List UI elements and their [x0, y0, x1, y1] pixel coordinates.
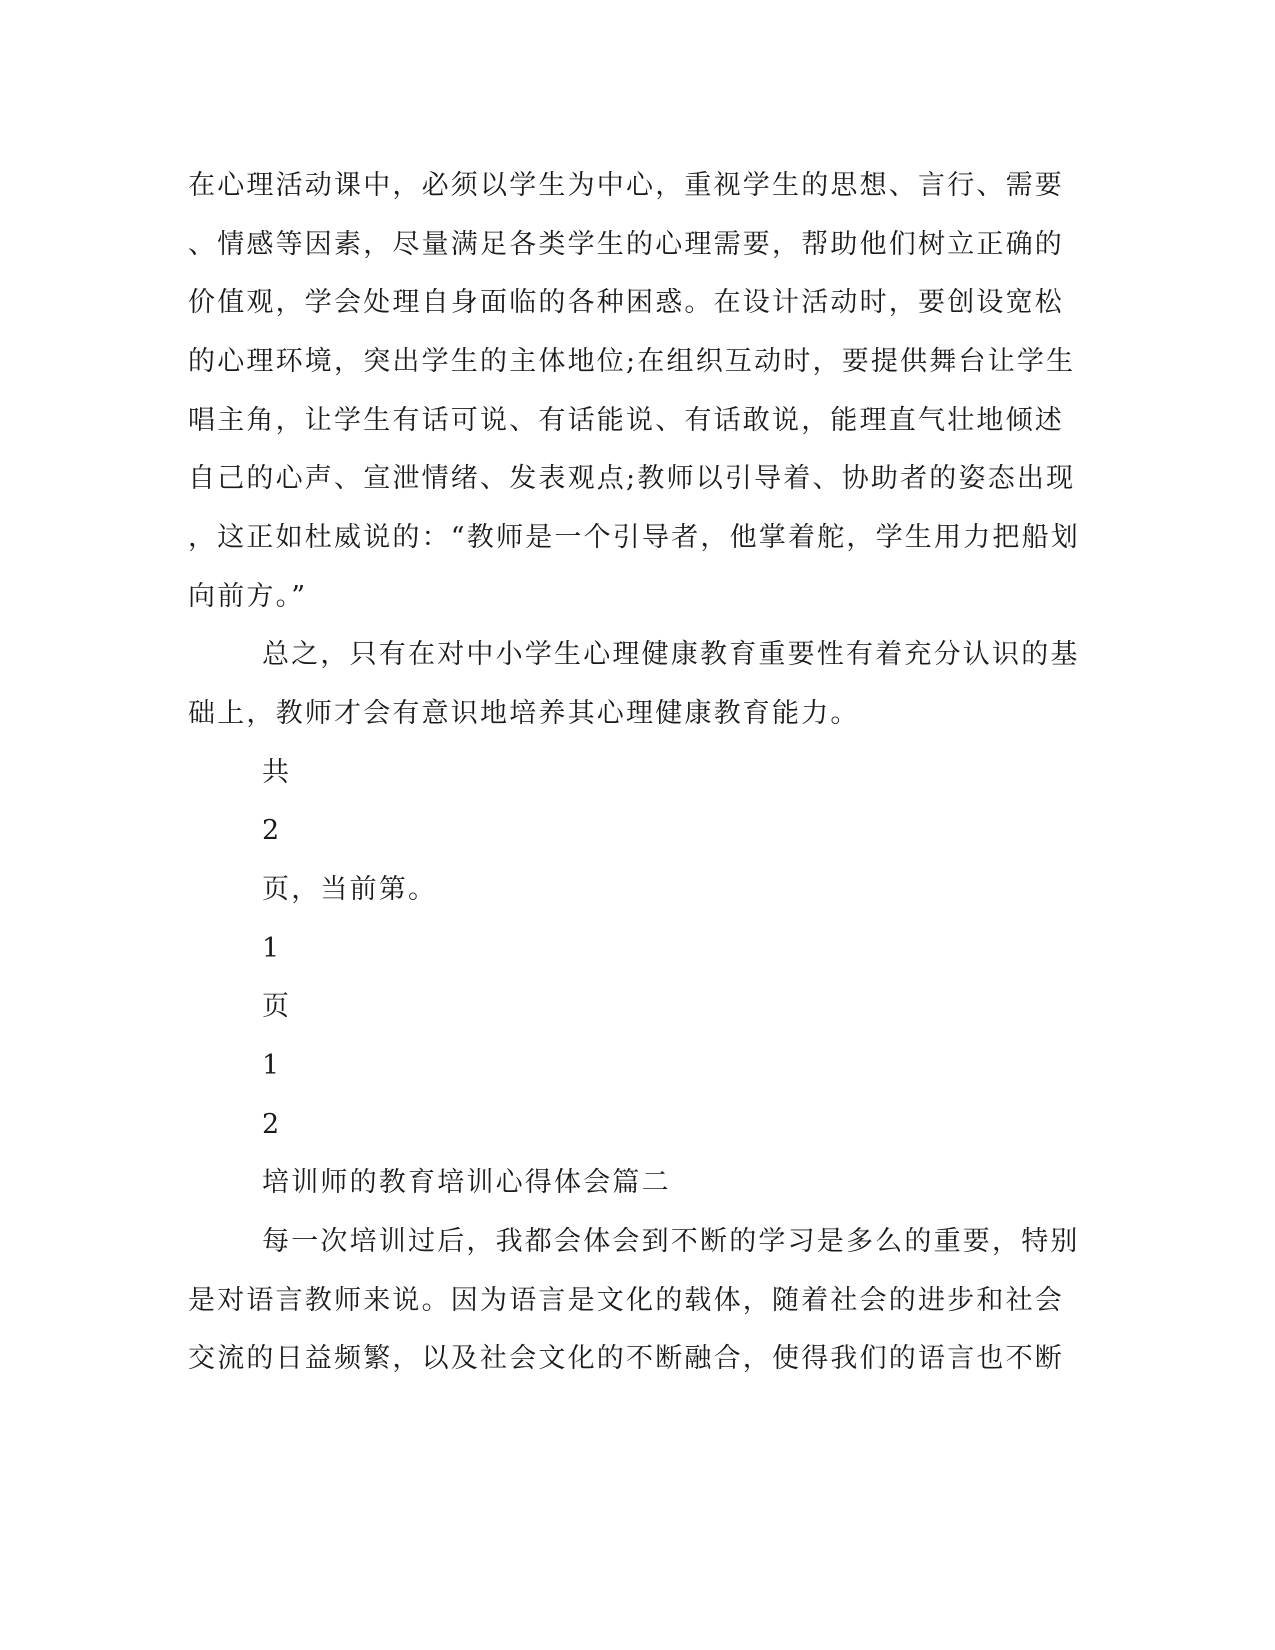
- paragraph-line: 交流的日益频繁，以及社会文化的不断融合，使得我们的语言也不断: [188, 1343, 1064, 1374]
- paragraph-line: 、情感等因素，尽量满足各类学生的心理需要，帮助他们树立正确的: [188, 229, 1064, 260]
- paragraph-line: 础上，教师才会有意识地培养其心理健康教育能力。: [188, 698, 860, 729]
- page-link-2: 2: [262, 1109, 282, 1140]
- page-counter-total: 2: [262, 815, 282, 846]
- paragraph-line: 价值观，学会处理自身面临的各种困惑。在设计活动时，要创设宽松: [188, 287, 1064, 318]
- page-link-1: 1: [262, 1050, 282, 1081]
- page-counter-text: 页，当前第。: [262, 874, 438, 905]
- paragraph-line: 总之，只有在对中小学生心理健康教育重要性有着充分认识的基: [262, 639, 1080, 670]
- page-counter-text: 共: [262, 757, 292, 788]
- paragraph-line: 自己的心声、宣泄情绪、发表观点;教师以引导着、协助者的姿态出现: [188, 463, 1076, 494]
- page-counter-text: 页: [262, 991, 292, 1022]
- paragraph-line: 是对语言教师来说。因为语言是文化的载体，随着社会的进步和社会: [188, 1285, 1064, 1316]
- paragraph-line: 唱主角，让学生有话可说、有话能说、有话敢说，能理直气壮地倾述: [188, 405, 1064, 436]
- paragraph-line: 的心理环境，突出学生的主体地位;在组织互动时，要提供舞台让学生: [188, 346, 1076, 377]
- paragraph-line: ，这正如杜威说的：“教师是一个引导者，他掌着舵，学生用力把船划: [188, 522, 1081, 553]
- paragraph-line: 在心理活动课中，必须以学生为中心，重视学生的思想、言行、需要: [188, 170, 1064, 201]
- paragraph-line: 向前方。”: [188, 581, 308, 612]
- page-counter-current: 1: [262, 933, 282, 964]
- paragraph-line: 每一次培训过后，我都会体会到不断的学习是多么的重要，特别: [262, 1226, 1080, 1257]
- section-heading: 培训师的教育培训心得体会篇二: [262, 1167, 671, 1198]
